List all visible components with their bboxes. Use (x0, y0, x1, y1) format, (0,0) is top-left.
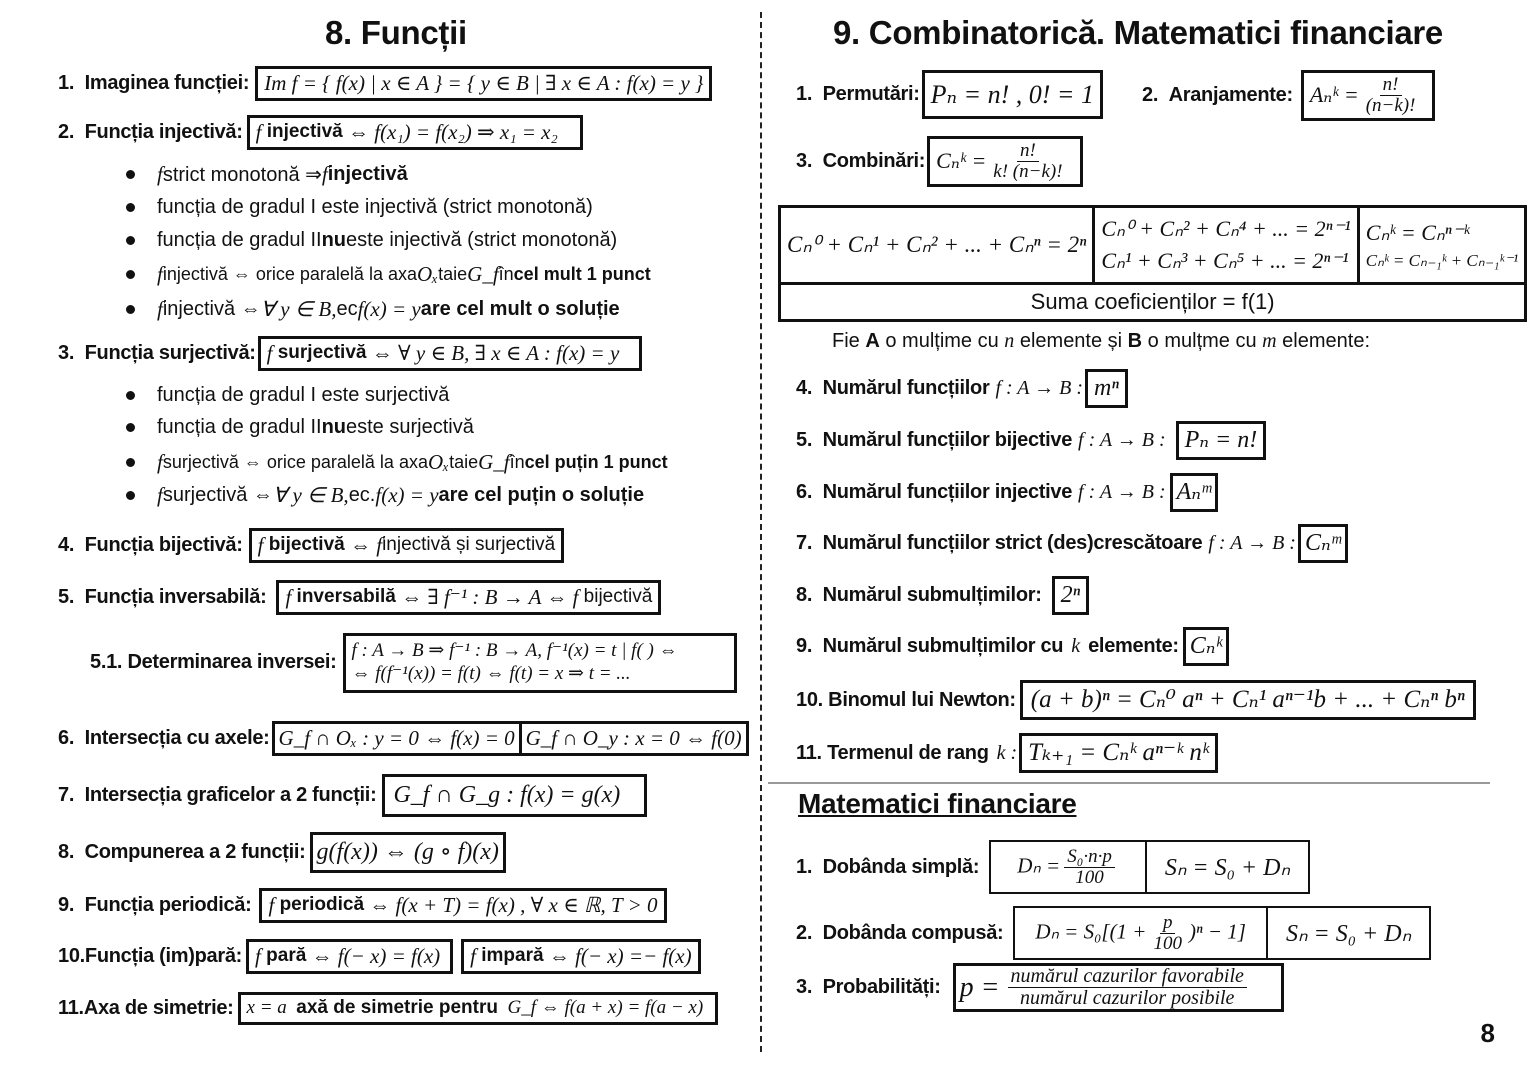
item-subsets-count: 8. Numărul submulțimilor: 2ⁿ (796, 576, 1089, 615)
bullet-item: funcția de gradul I este surjectivă (126, 384, 449, 407)
formula-box: Pₙ = n! (1176, 421, 1267, 460)
item-compound-interest: 2. Dobânda compusă: Dₙ = S₀[(1 + $\frac{p}{100}$ )ⁿ − 1] Sₙ = S₀ + Dₙ (796, 906, 1431, 960)
simple-interest-formula: Dₙ = $\frac{\text{S₀·n·p}}{100}$ (990, 841, 1146, 893)
item-label: 1. Imaginea funcției: (58, 72, 250, 95)
sets-intro: Fie A o mulțime cu n elemente și B o mulțme cu m elemente: (832, 330, 1371, 352)
compound-interest-formula: Dₙ = S₀[(1 + $\frac{p}{100}$ )ⁿ − 1] (1014, 907, 1267, 959)
bullet-icon (126, 203, 135, 212)
formula-box: G_f ∩ G_g : f(x) = g(x) (382, 774, 647, 817)
item-simple-interest: 1. Dobânda simplă: Dₙ = $\frac{\text{S₀·n·p}}{100}$ Sₙ = S₀ + Dₙ (796, 840, 1310, 894)
symmetry-recurrence-cell: Cₙᵏ = Cₙⁿ⁻ᵏ Cₙᵏ = Cₙ₋₁ᵏ + Cₙ₋₁ᵏ⁻¹ (1358, 207, 1525, 284)
bullet-icon (126, 491, 135, 500)
simple-interest-table (989, 840, 1310, 894)
item-periodic: 9. Funcția periodică: f periodică ⇔ f(x + T) = f(x) , ∀ x ∈ ℝ, T > 0 (58, 888, 667, 923)
item-graphs-intersection: 7. Intersecția graficelor a 2 funcții: G_f ∩ G_g : f(x) = g(x) (58, 774, 647, 817)
bullet-icon (126, 391, 135, 400)
bullet-icon (126, 458, 135, 467)
item-symmetry-axis: 11.Axa de simetrie: x = a axă de simetrie pentru G_f ⇔ f(a + x) = f(a − x) (58, 992, 718, 1025)
sum-all-cell: Cₙ⁰ + Cₙ¹ + Cₙ² + ... + Cₙⁿ = 2ⁿ (780, 207, 1094, 284)
formula-box: f inversabilă ⇔ ∃ f⁻¹ : B → A ⇔ f bijectivă (276, 580, 661, 615)
coefficient-sum-cell: Suma coeficienților = f(1) (780, 284, 1526, 321)
item-invertible: 5. Funcția inversabilă: f inversabilă ⇔ ∃ f⁻¹ : B → A ⇔ f bijectivă (58, 580, 661, 615)
sum-even-odd-cell: Cₙ⁰ + Cₙ² + Cₙ⁴ + ... = 2ⁿ⁻¹ Cₙ¹ + Cₙ³ + Cₙ⁵ + ... = 2ⁿ⁻¹ (1094, 207, 1358, 284)
item-probability: 3. Probabilități: p = $\frac{\text{numărul cazurilor favorabile}}{\text{numărul cazurilor posibile}}$ (796, 963, 1284, 1012)
formula-box: g(f(x)) ⇔ (g ∘ f)(x) (310, 832, 506, 873)
bullet-item: funcția de gradul II nu este surjectivă (126, 416, 474, 439)
formula-box: Aₙᵐ (1170, 473, 1218, 512)
section-title-functions: 8. Funcții (325, 14, 467, 51)
bullet-icon (126, 170, 135, 179)
section-separator (768, 782, 1490, 784)
bullet-item: f surjectivă ⇔ orice paralelă la axa Oₓ taie G_f în cel puțin 1 punct (126, 450, 668, 475)
formula-box: f periodică ⇔ f(x + T) = f(x) , ∀ x ∈ ℝ, T > 0 (259, 888, 666, 923)
item-k-subsets-count: 9. Numărul submulțimilor cu k elemente: Cₙᵏ (796, 627, 1229, 666)
item-bijective: 4. Funcția bijectivă: f bijectivă ⇔ f injectivă și surjectivă (58, 528, 564, 563)
formula-box: f surjectivă ⇔ ∀ y ∈ B, ∃ x ∈ A : f(x) = y (258, 336, 643, 371)
item-combinations: 3. Combinări: Cₙᵏ = $\frac{n!}{k! (n-k)!}$ (796, 136, 1083, 187)
formula-box: Cₙᵐ (1298, 524, 1348, 563)
item-newton-binomial: 10. Binomul lui Newton: (a + b)ⁿ = Cₙ⁰ aⁿ + Cₙ¹ aⁿ⁻¹b + ... + Cₙⁿ bⁿ (796, 680, 1476, 720)
formula-box: f injectivă ⇔ f(x₁) = f(x₂) ⇒ x₁ = x₂ (247, 115, 583, 150)
formula-box: Aₙᵏ = $\frac{n!}{(n-k)!}$ (1301, 70, 1436, 121)
item-bijective-count: 5. Numărul funcțiilor bijective f : A → B : Pₙ = n! (796, 421, 1266, 460)
bullet-item: f strict monotonă ⇒ f injectivă (126, 162, 408, 187)
section-title-combinatorics: 9. Combinatorică. Matematici financiare (833, 14, 1443, 51)
formula-box: Cₙᵏ = $\frac{n!}{k! (n-k)!}$ (927, 136, 1082, 187)
bullet-item: f surjectivă ⇔ ∀ y ∈ B, ec. f(x) = y are cel puțin o soluție (126, 483, 644, 508)
formula-box-ox: G_f ∩ Oₓ : y = 0 ⇔ f(x) = 0 (272, 721, 522, 756)
bullet-icon (126, 423, 135, 432)
bullet-item: funcția de gradul I este injectivă (strict monotonă) (126, 196, 593, 219)
page-number: 8 (1480, 1018, 1495, 1048)
item-injective: 2. Funcția injectivă: f injectivă ⇔ f(x₁) = f(x₂) ⇒ x₁ = x₂ (58, 115, 583, 150)
bullet-icon (126, 236, 135, 245)
formula-box-even: f pară ⇔ f(− x) = f(x) (246, 939, 453, 974)
formula-box: p = $\frac{\text{numărul cazurilor favorabile}}{\text{numărul cazurilor posibile}}$ (953, 963, 1284, 1012)
item-composition: 8. Compunerea a 2 funcții: g(f(x)) ⇔ (g ∘ f)(x) (58, 832, 506, 873)
item-number-of-functions: 4. Numărul funcțiilor f : A → B : mⁿ (796, 369, 1128, 408)
item-surjective: 3. Funcția surjectivă: f surjectivă ⇔ ∀ y ∈ B, ∃ x ∈ A : f(x) = y (58, 336, 642, 371)
item-axes-intersection: 6. Intersecția cu axele: G_f ∩ Oₓ : y = 0 ⇔ f(x) = 0 G_f ∩ O_y : x = 0 ⇔ f(0) (58, 721, 749, 756)
item-general-term: 11. Termenul de rang k : Tₖ₊₁ = Cₙᵏ aⁿ⁻ᵏ nᵏ (796, 733, 1218, 773)
bullet-item: f injectivă ⇔ ∀ y ∈ B, ec f(x) = y are cel mult o soluție (126, 297, 620, 322)
formula-box: Cₙᵏ (1183, 627, 1229, 666)
finance-title: Matematici financiare (798, 788, 1077, 819)
formula-box: f bijectivă ⇔ f injectivă și surjectivă (249, 528, 565, 563)
item-arrangements: 2. Aranjamente: Aₙᵏ = $\frac{n!}{(n-k)!}$ (1142, 70, 1435, 121)
compound-interest-table (1013, 906, 1431, 960)
formula-box: Tₖ₊₁ = Cₙᵏ aⁿ⁻ᵏ nᵏ (1019, 733, 1218, 773)
formula-box: f : A → B ⇒ f⁻¹ : B → A, f⁻¹(x) = t | f( ) ⇔ ⇔ f(f⁻¹(x)) = f(t) ⇔ f(t) = x ⇒ t = ... (343, 633, 737, 693)
formula-box: (a + b)ⁿ = Cₙ⁰ aⁿ + Cₙ¹ aⁿ⁻¹b + ... + Cₙⁿ bⁿ (1020, 680, 1476, 720)
formula-box-oy: G_f ∩ O_y : x = 0 ⇔ f(0) (522, 721, 749, 756)
formula-box-odd: f impară ⇔ f(− x) =− f(x) (461, 939, 700, 974)
bullet-item: funcția de gradul II nu este injectivă (strict monotonă) (126, 229, 617, 252)
bullet-item: f injectivă ⇔ orice paralelă la axa Oₓ taie G_f în cel mult 1 punct (126, 262, 651, 287)
compound-sum-formula: Sₙ = S₀ + Dₙ (1267, 907, 1430, 959)
item-even-odd: 10.Funcția (im)pară: f pară ⇔ f(− x) = f(x) f impară ⇔ f(− x) =− f(x) (58, 939, 701, 974)
formula-box: 2ⁿ (1052, 576, 1090, 615)
combinations-sums-table (778, 205, 1527, 322)
item-injective-count: 6. Numărul funcțiilor injective f : A → B : Aₙᵐ (796, 473, 1218, 512)
formula-box: x = a axă de simetrie pentru G_f ⇔ f(a + x) = f(a − x) (238, 992, 719, 1025)
bullet-icon (126, 305, 135, 314)
item-image-of-function (58, 66, 712, 101)
formula-box: Im f = { f(x) | x ∈ A } = { y ∈ B | ∃ x ∈ A : f(x) = y } (255, 66, 712, 101)
item-monotone-count: 7. Numărul funcțiilor strict (des)crescătoare f : A → B : Cₙᵐ (796, 524, 1348, 563)
column-divider (760, 12, 762, 1052)
formula-box: Pₙ = n! , 0! = 1 (922, 70, 1103, 119)
item-inverse-determination: 5.1. Determinarea inversei: f : A → B ⇒ f⁻¹ : B → A, f⁻¹(x) = t | f( ) ⇔ ⇔ f(f⁻¹(x)) = f(t) ⇔ f(t) = x ⇒ t = ... (90, 633, 737, 693)
bullet-icon (126, 270, 135, 279)
simple-sum-formula: Sₙ = S₀ + Dₙ (1146, 841, 1309, 893)
item-permutations: 1. Permutări: Pₙ = n! , 0! = 1 (796, 70, 1103, 119)
formula-box: mⁿ (1085, 369, 1128, 408)
